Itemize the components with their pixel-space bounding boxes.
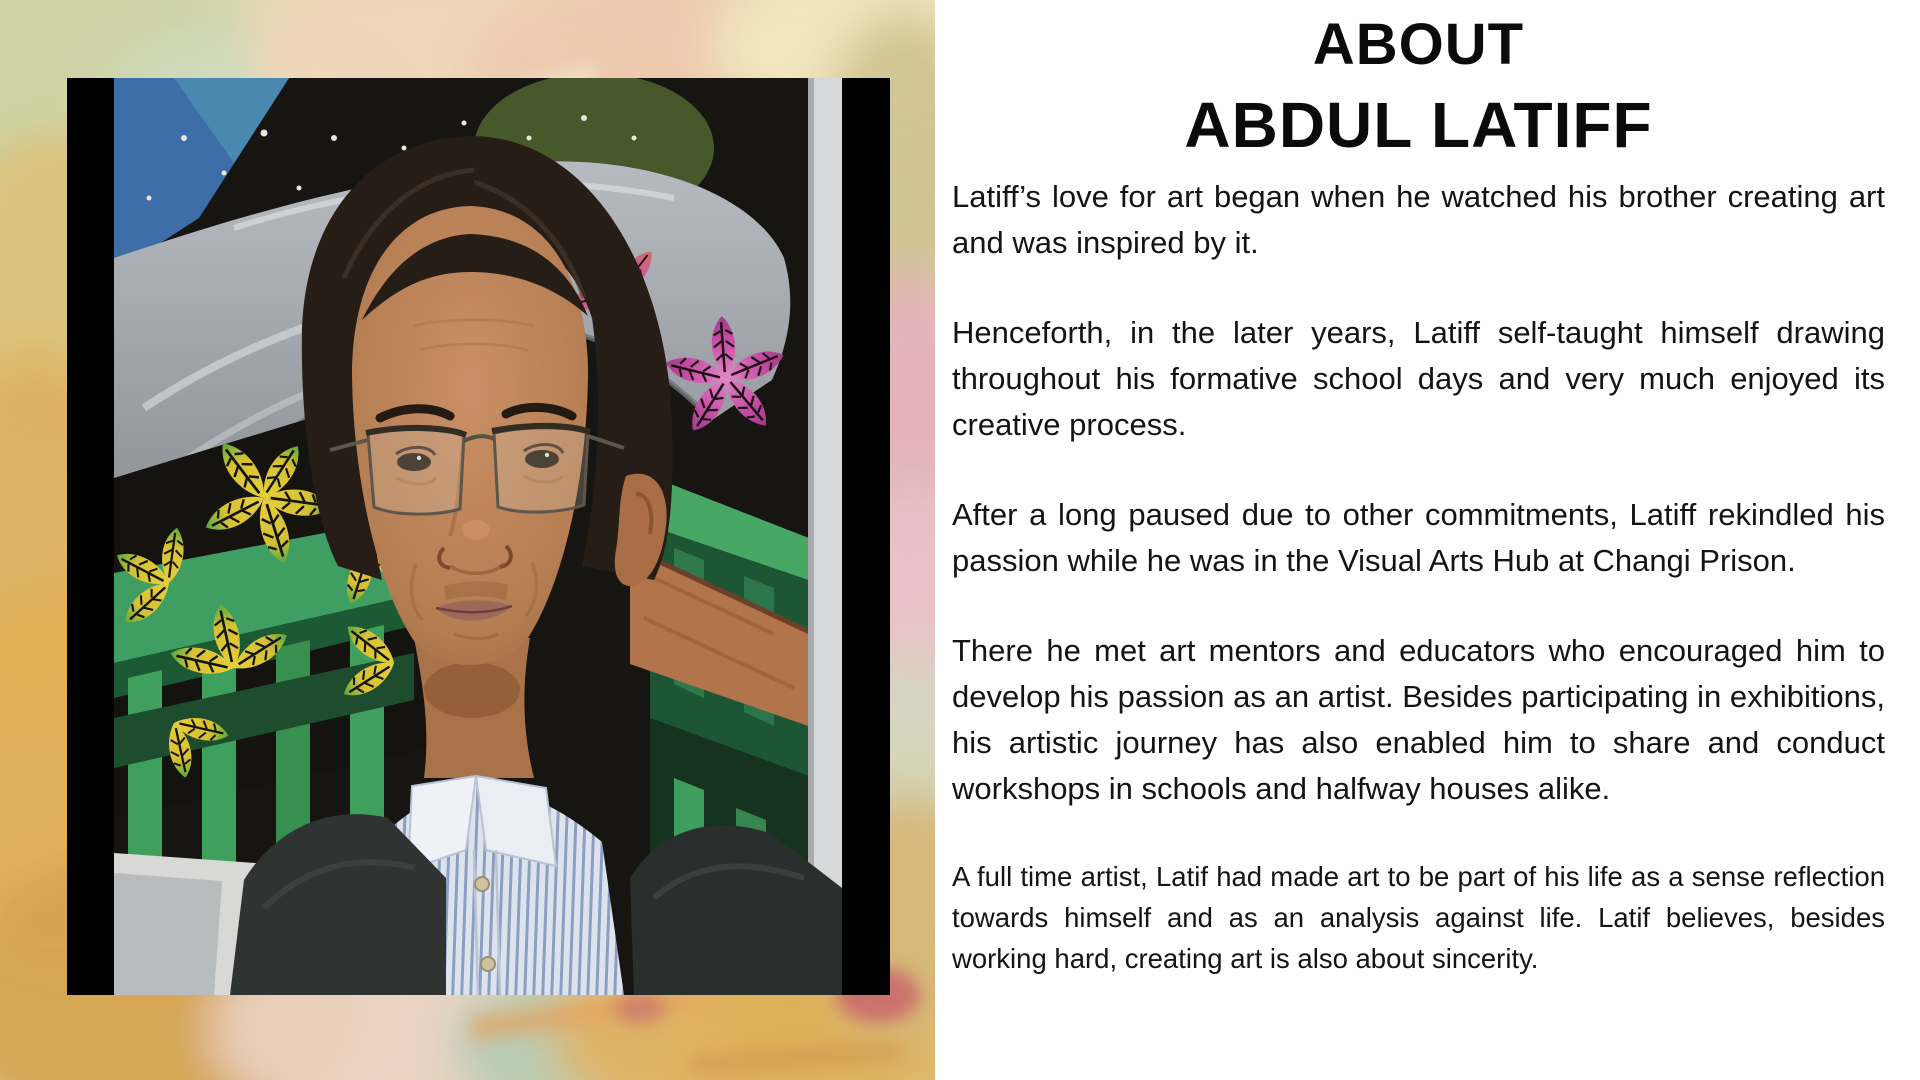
bio-paragraph-5: A full time artist, Latif had made art to be part of his life as a sense reflection towards himself and as an analysis against life. Latif believes, besides working hard, creating art is also about sincerity. bbox=[952, 861, 1885, 974]
photo-frame bbox=[67, 78, 890, 995]
bio-paragraph-1: Latiff’s love for art began when he watched his brother creating art and was inspired by it. bbox=[952, 179, 1885, 260]
artist-name-title: ABDUL LATIFF bbox=[1184, 89, 1653, 161]
bio-paragraph-4: There he met art mentors and educators who encouraged him to develop his passion as an artist. Besides participating in exhibitions, his artistic journey has also enabled him to share and conduct workshops in schools and halfway houses alike. bbox=[952, 633, 1885, 806]
bio-paragraph-2: Henceforth, in the later years, Latiff self-taught himself drawing throughout his formative school days and very much enjoyed its creative process. bbox=[952, 315, 1885, 442]
about-title: ABOUT bbox=[1312, 12, 1525, 77]
painted-background bbox=[0, 0, 935, 1080]
biography-text bbox=[952, 174, 1885, 979]
about-section bbox=[935, 0, 1920, 1080]
bio-paragraph-3: After a long paused due to other commitments, Latiff rekindled his passion while he was in the Visual Arts Hub at Changi Prison. bbox=[952, 497, 1885, 578]
artist-portrait-photo bbox=[114, 78, 842, 995]
